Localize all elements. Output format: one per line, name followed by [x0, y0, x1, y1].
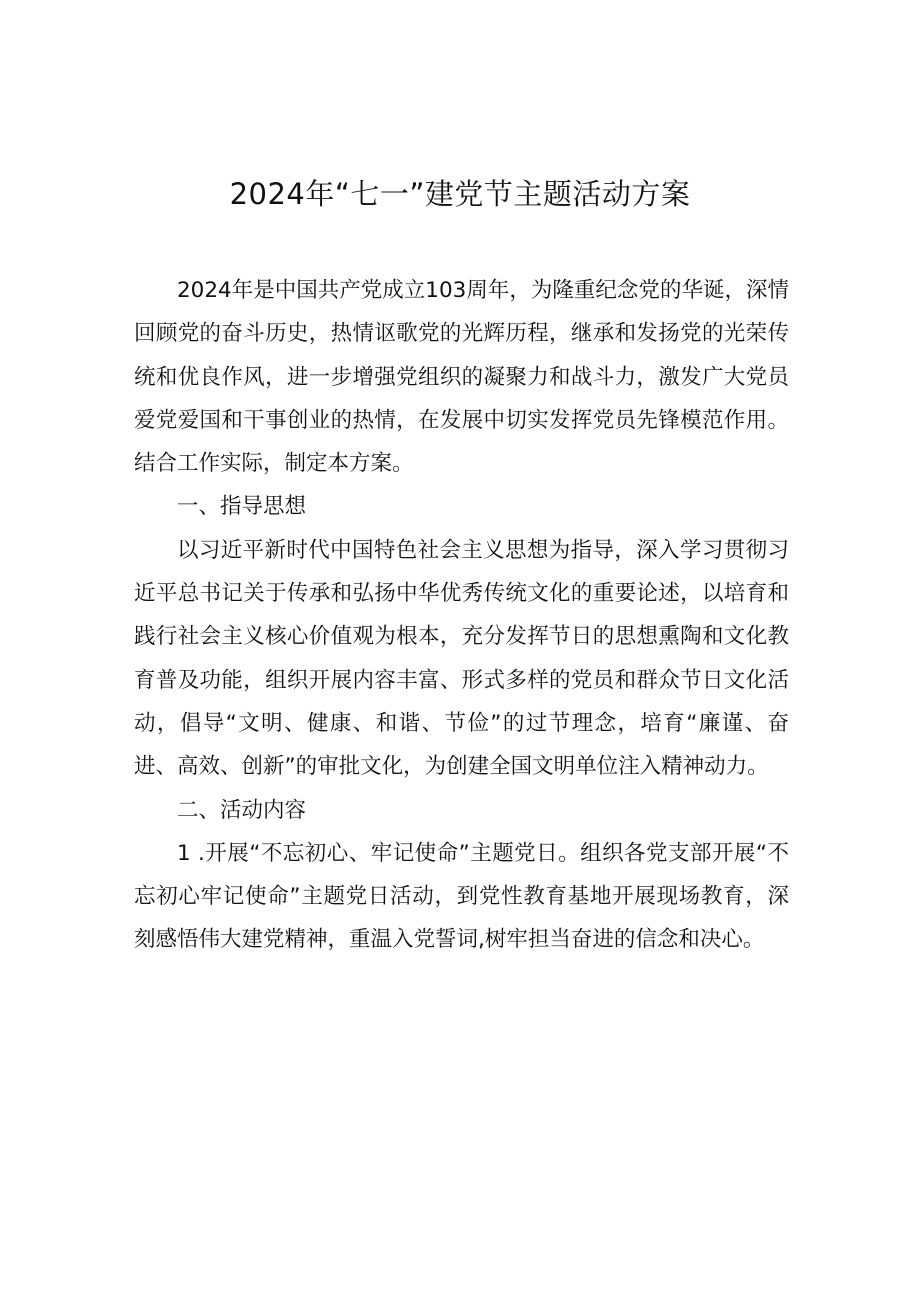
intro-paragraph: 2024年是中国共产党成立103周年，为隆重纪念党的华诞，深情回顾党的奋斗历史，热情讴歌党的光辉历程，继承和发扬党的光荣传统和优良作风，进一步增强党组织的凝聚力和战斗力，激发广大党员爱党爱国和干事创业的热情，在发展中切实发挥党员先锋模范作用。结合工作实际，制定本方案。	[134, 278, 789, 477]
document-body	[134, 269, 789, 962]
document-title: 2024年“七一”建党节主题活动方案	[229, 177, 691, 211]
guiding-thought-paragraph: 以习近平新时代中国特色社会主义思想为指导，深入学习贯彻习近平总书记关于传承和弘扬中华优秀传统文化的重要论述，以培育和践行社会主义核心价值观为根本，充分发挥节日的思想熏陶和文化教育普及功能，组织开展内容丰富、形式多样的党员和群众节日文化活动，倡导“文明、健康、和谐、节俭”的过节理念，培育“廉谨、奋进、高效、创新”的审批文化，为创建全国文明单位注入精神动力。	[134, 537, 789, 780]
activity-item-1-paragraph: 1 .开展“不忘初心、牢记使命”主题党日。组织各党支部开展“不忘初心牢记使命”主题党日活动，到党性教育基地开展现场教育，深刻感悟伟大建党精神，重温入党誓词,树牢担当奋进的信念和决心。	[134, 840, 789, 953]
section-heading-activity-content: 二、活动内容	[177, 797, 307, 823]
section-heading-guiding-thought: 一、指导思想	[177, 494, 307, 520]
